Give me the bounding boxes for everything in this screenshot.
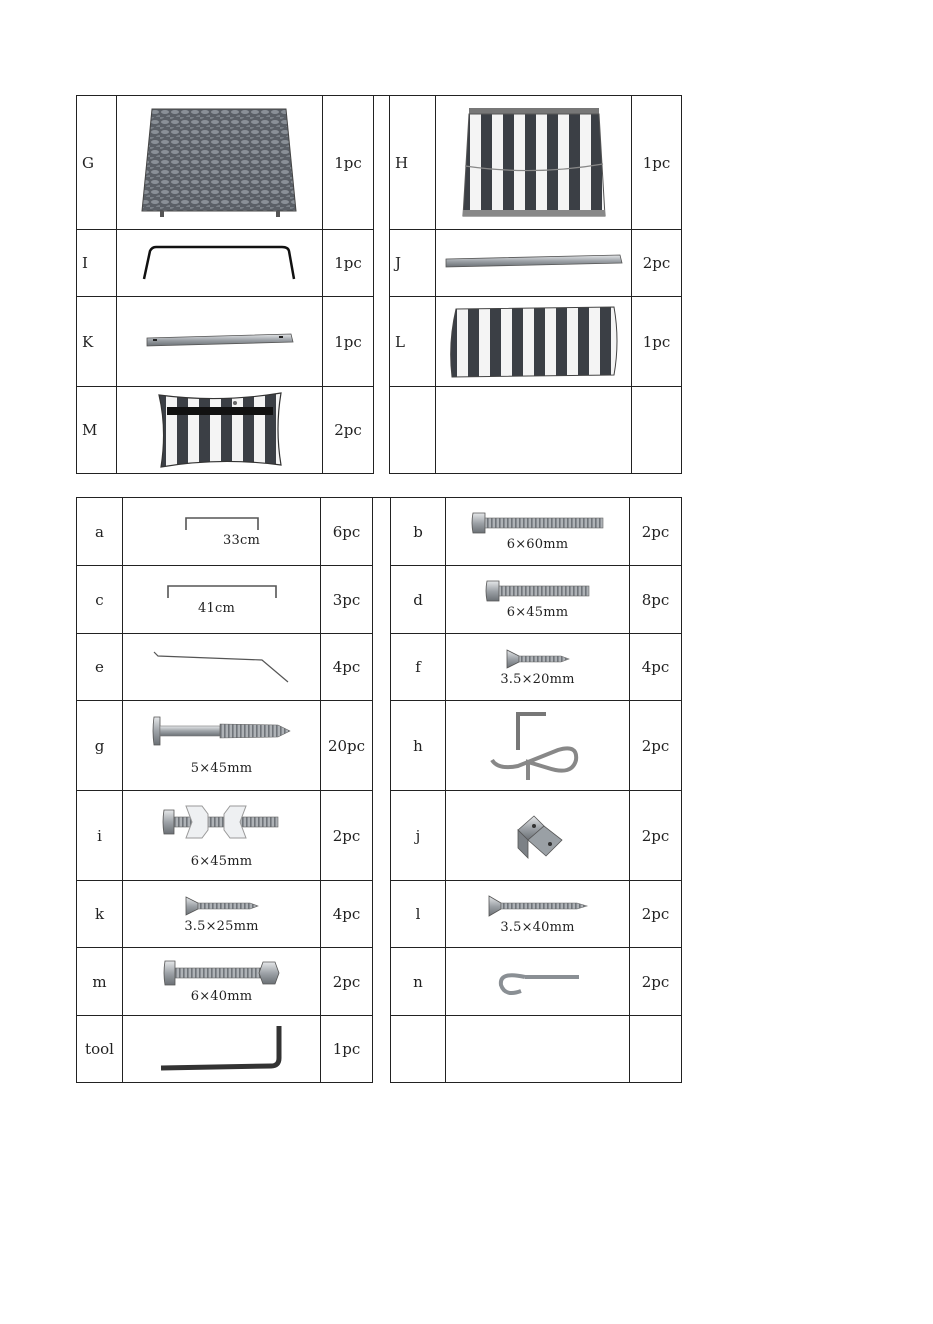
hardware-qty: 1pc [321, 1016, 373, 1083]
part-image [436, 96, 632, 230]
part-label: I [77, 230, 117, 297]
part-qty: 2pc [632, 230, 682, 297]
bolt-with-clamp-icon [162, 802, 282, 842]
hardware-image [123, 701, 321, 791]
hardware-caption: 6×45mm [190, 854, 253, 869]
hardware-label: m [77, 948, 123, 1016]
spring-clip-icon [488, 710, 588, 782]
part-image [436, 297, 632, 387]
hardware-qty: 4pc [321, 881, 373, 948]
part-image [117, 230, 323, 297]
hardware-qty: 6pc [321, 498, 373, 566]
hardware-qty: 20pc [321, 701, 373, 791]
part-label: H [390, 96, 436, 230]
hardware-caption: 6×40mm [190, 989, 253, 1004]
hardware-image [446, 634, 630, 701]
angle-bracket-icon [508, 810, 568, 862]
column-gap [374, 96, 390, 474]
hardware-label: e [77, 634, 123, 701]
part-qty: 1pc [632, 96, 682, 230]
hardware-caption: 33cm [223, 533, 260, 548]
hardware-label: g [77, 701, 123, 791]
wood-screw-icon [184, 895, 260, 917]
hardware-image [123, 1016, 321, 1083]
hardware-label: d [391, 566, 446, 634]
wood-screw-icon [505, 648, 571, 670]
straight-bar-icon [444, 253, 624, 273]
bent-rod-icon [140, 243, 300, 283]
hardware-label: n [391, 948, 446, 1016]
hardware-label: f [391, 634, 446, 701]
part-qty: 1pc [323, 96, 374, 230]
hardware-qty: 2pc [630, 948, 682, 1016]
part-label: M [77, 387, 117, 474]
hardware-image [446, 498, 630, 566]
parts-table [76, 95, 682, 474]
hardware-caption: 6×45mm [506, 605, 569, 620]
hardware-qty: 2pc [630, 701, 682, 791]
striped-canopy-icon [459, 106, 609, 220]
flat-bar-icon [145, 332, 295, 352]
hardware-image [123, 881, 321, 948]
eye-hook-icon [495, 967, 581, 997]
hardware-label: l [391, 881, 446, 948]
hardware-label: a [77, 498, 123, 566]
bent-wire-icon [152, 650, 292, 684]
part-qty: 2pc [323, 387, 374, 474]
part-qty: 1pc [323, 230, 374, 297]
hardware-qty: 8pc [630, 566, 682, 634]
hardware-image [446, 948, 630, 1016]
hardware-table [76, 497, 682, 1083]
hardware-label: tool [77, 1016, 123, 1083]
hardware-image [123, 791, 321, 881]
hardware-qty: 4pc [321, 634, 373, 701]
column-gap [373, 498, 391, 1083]
hardware-caption: 5×45mm [190, 761, 253, 776]
part-image [117, 297, 323, 387]
hardware-image [123, 948, 321, 1016]
hardware-qty: 2pc [630, 791, 682, 881]
hardware-label: h [391, 701, 446, 791]
hardware-caption: 3.5×20mm [500, 671, 575, 687]
part-label: K [77, 297, 117, 387]
part-image [117, 96, 323, 230]
part-label: J [390, 230, 436, 297]
part-image [436, 230, 632, 297]
part-qty: 1pc [323, 297, 374, 387]
hardware-qty: 3pc [321, 566, 373, 634]
hardware-label: b [391, 498, 446, 566]
part-label: G [77, 96, 117, 230]
hardware-qty: 2pc [321, 791, 373, 881]
bolt-with-nut-icon [163, 959, 281, 987]
staple-rod-icon [166, 583, 278, 599]
striped-cushion-icon [446, 305, 622, 379]
hardware-caption: 41cm [198, 601, 235, 616]
hardware-qty: 4pc [630, 634, 682, 701]
hardware-image [446, 881, 630, 948]
part-qty: 1pc [632, 297, 682, 387]
part-image [117, 387, 323, 474]
bolt-icon [485, 579, 591, 603]
hardware-image [446, 566, 630, 634]
hardware-qty: 2pc [630, 498, 682, 566]
table-row [77, 96, 682, 230]
woven-panel-icon [140, 107, 300, 219]
part-label: L [390, 297, 436, 387]
hardware-label [391, 1016, 446, 1083]
hardware-image [446, 1016, 630, 1083]
hardware-label: i [77, 791, 123, 881]
hardware-image [446, 701, 630, 791]
hardware-label: k [77, 881, 123, 948]
hardware-qty [630, 1016, 682, 1083]
hardware-label: j [391, 791, 446, 881]
hardware-image [123, 498, 321, 566]
hardware-image [123, 566, 321, 634]
hardware-qty: 2pc [630, 881, 682, 948]
hardware-qty: 2pc [321, 948, 373, 1016]
wood-screw-icon [487, 894, 589, 918]
part-label [390, 387, 436, 474]
bolt-icon [471, 511, 605, 535]
hardware-image [446, 791, 630, 881]
lag-screw-icon [152, 715, 292, 747]
part-qty [632, 387, 682, 474]
staple-rod-icon [184, 515, 260, 531]
striped-pillow-icon [155, 391, 285, 469]
hardware-label: c [77, 566, 123, 634]
hardware-caption: 6×60mm [506, 537, 569, 552]
part-image [436, 387, 632, 474]
hardware-caption: 3.5×25mm [184, 918, 259, 934]
hardware-caption: 3.5×40mm [500, 919, 575, 935]
allen-key-icon [159, 1024, 285, 1074]
hardware-image [123, 634, 321, 701]
table-row [77, 498, 682, 566]
